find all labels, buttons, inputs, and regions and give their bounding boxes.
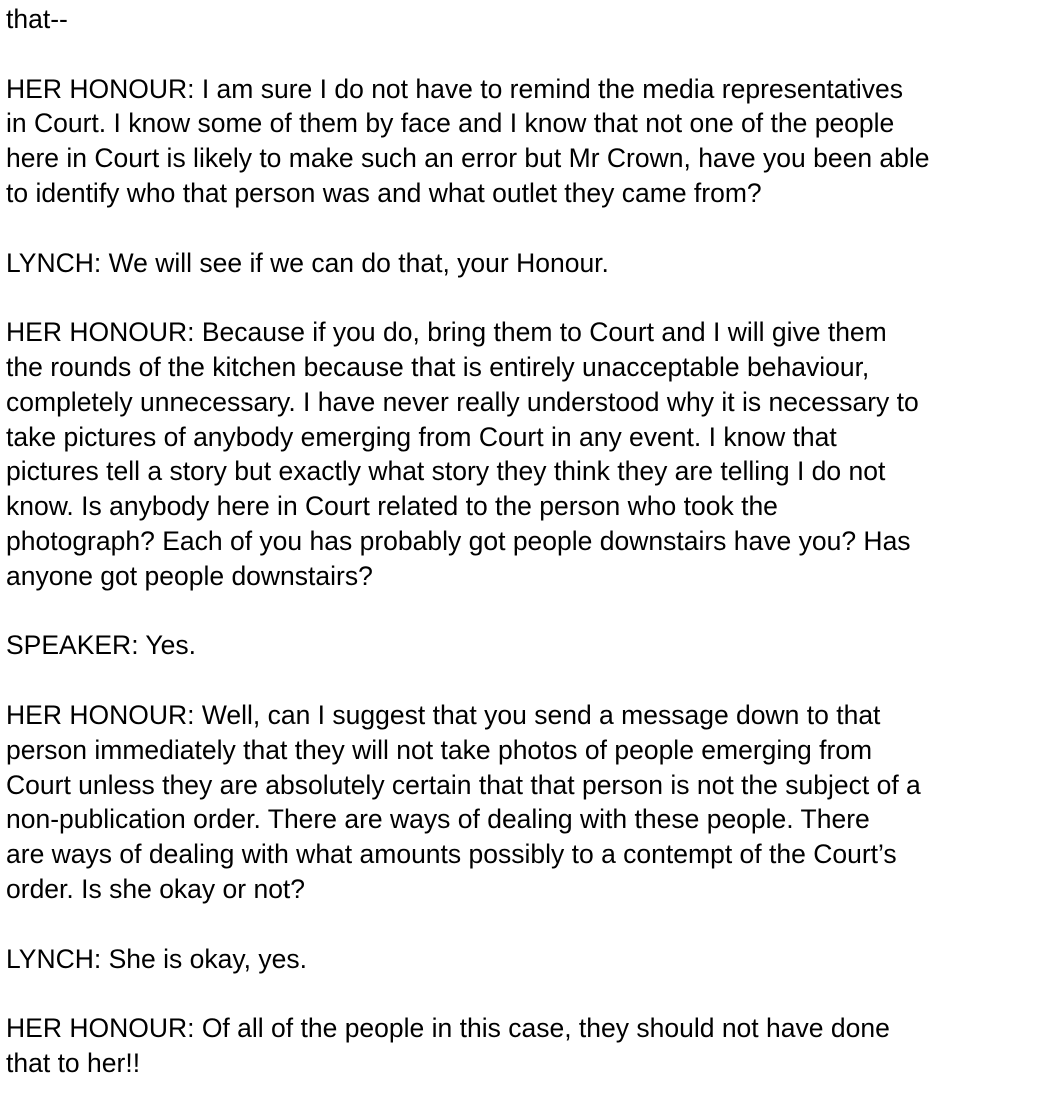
transcript-line: photograph? Each of you has probably got people downstairs have you? Has — [6, 525, 911, 556]
transcript-line: to identify who that person was and what outlet they came from? — [6, 177, 762, 208]
transcript-line: know. Is anybody here in Court related to the person who took the — [6, 491, 778, 522]
transcript-line: in Court. I know some of them by face and I know that not one of the people — [6, 108, 895, 139]
transcript-line: that to her!! — [6, 1047, 141, 1078]
transcript-line: here in Court is likely to make such an error but Mr Crown, have you been able — [6, 143, 930, 174]
paragraph-continuation — [6, 2, 1048, 37]
transcript-line: that-- — [6, 4, 68, 34]
transcript-line: order. Is she okay or not? — [6, 873, 306, 904]
paragraph-her-honour-3 — [6, 698, 1048, 907]
transcript-line: HER HONOUR: Of all of the people in this case, they should not have done — [6, 1013, 890, 1044]
transcript-line: Court unless they are absolutely certain that that person is not the subject of a — [6, 769, 921, 800]
transcript-line: HER HONOUR: Because if you do, bring them to Court and I will give them — [6, 317, 887, 348]
transcript-line: HER HONOUR: I am sure I do not have to remind the media representatives — [6, 73, 903, 104]
paragraph-her-honour-2 — [6, 315, 1048, 593]
transcript-line: SPEAKER: Yes. — [6, 630, 197, 661]
paragraph-her-honour-4 — [6, 1011, 1048, 1081]
transcript-page — [6, 2, 1048, 1116]
transcript-line: LYNCH: We will see if we can do that, your Honour. — [6, 247, 609, 278]
transcript-line: are ways of dealing with what amounts possibly to a contempt of the Court’s — [6, 839, 897, 870]
paragraph-her-honour-1 — [6, 72, 1048, 211]
transcript-line: completely unnecessary. I have never really understood why it is necessary to — [6, 386, 919, 417]
transcript-line: non-publication order. There are ways of dealing with these people. There — [6, 804, 870, 835]
transcript-line: anyone got people downstairs? — [6, 560, 373, 591]
transcript-line: pictures tell a story but exactly what story they think they are telling I do not — [6, 456, 886, 487]
paragraph-speaker — [6, 628, 1048, 663]
paragraph-lynch-2 — [6, 942, 1048, 977]
transcript-line: LYNCH: She is okay, yes. — [6, 943, 307, 974]
transcript-line: HER HONOUR: Well, can I suggest that you send a message down to that — [6, 699, 881, 730]
paragraph-lynch-1 — [6, 246, 1048, 281]
transcript-line: person immediately that they will not take photos of people emerging from — [6, 734, 873, 765]
transcript-line: the rounds of the kitchen because that is entirely unacceptable behaviour, — [6, 351, 870, 382]
transcript-line: take pictures of anybody emerging from Court in any event. I know that — [6, 421, 837, 452]
